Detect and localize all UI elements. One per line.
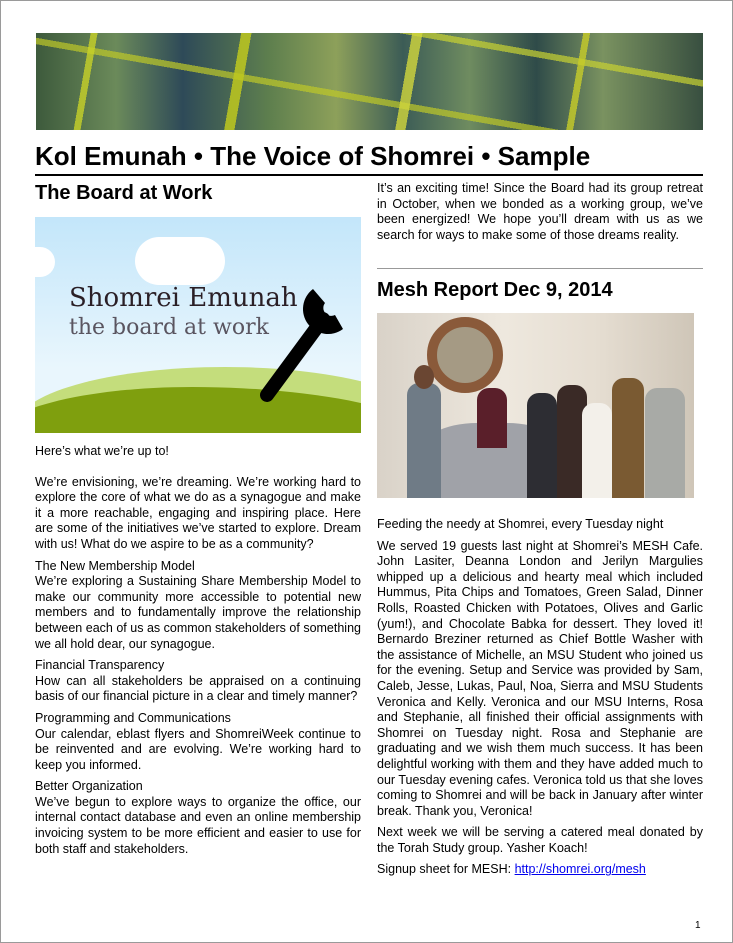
logo-subtext: the board at work	[69, 315, 269, 340]
section-divider	[377, 268, 703, 269]
section-title: The New Membership Model	[35, 558, 195, 573]
section	[35, 711, 361, 773]
section-body: We’ve begun to explore ways to organize the office, our internal contact database and even an online membership invoicing system to be more efficient and easier to use for both staff and stakeholders.	[35, 794, 361, 856]
mesh-report	[377, 517, 703, 884]
section-title: Financial Transparency	[35, 658, 165, 673]
report-paragraph: We served 19 guests last night at Shomrei’s MESH Cafe. John Lasiter, Deanna London and Jerilyn Margulies whipped up a delicious and hearty meal which included Hummus, Pita Chips and Tomatoes, Green Salad, Dinner Rolls, Roasted Chicken with Potatoes, Olives and Garlic (yum!), and Chocolate Babka for dessert. They loved it! Bernardo Breziner returned as Chief Bottle Washer with the assistance of Michelle, an MSU Student who joined us for the evening. Setup and Service was provided by Sam, Caleb, Jesse, Lukas, Paul, Noa, Sierra and MSU Students Veronica and Kelly. Veronica and our MSU Interns, Rosa and Stephanie, all finished their official assignments with Shomrei on Tuesday night. Rosa and Stephanie are graduating and we wish them much success. It has been delightful working with them and they have added much to our Tuesday evening cafes. Veronica told us that she loves coming to Shomrei and will be back in January after winter break. Thank you, Veronica!	[377, 538, 703, 818]
person	[645, 388, 685, 498]
signup-line	[377, 862, 703, 878]
section	[35, 658, 361, 705]
section-title: Better Organization	[35, 779, 143, 794]
section-title: Programming and Communications	[35, 710, 231, 725]
round-mirror	[427, 317, 503, 393]
section	[35, 779, 361, 857]
board-at-work-image	[35, 217, 361, 433]
person	[612, 378, 644, 498]
photo-caption: Feeding the needy at Shomrei, every Tuesday night	[377, 517, 664, 531]
left-column	[35, 444, 361, 863]
logo-text: Shomrei Emunah	[69, 283, 298, 313]
mesh-group-photo	[377, 313, 694, 498]
body-paragraph: We’re envisioning, we’re dreaming. We’re working hard to explore the core of what we do as a synagogue and make it a more reachable, engaging and inspiring place. Here are some of the initiatives we’ve started to explore. Dream with us! What do we aspire to be as a community?	[35, 474, 361, 551]
person	[477, 388, 507, 448]
intro-paragraph: It’s an exciting time! Since the Board had its group retreat in October, when we bonded as a working group, we’ve been energized! We hope you’ll dream with us as we search for ways to make some of those dreams reality.	[377, 181, 703, 242]
banner-image	[36, 33, 703, 130]
wrench-icon	[35, 217, 361, 433]
intro-text: Here’s what we’re up to!	[35, 444, 169, 458]
signup-label: Signup sheet for MESH:	[377, 862, 515, 877]
mesh-heading: Mesh Report Dec 9, 2014	[377, 279, 613, 301]
report-paragraph: Next week we will be serving a catered meal donated by the Torah Study group. Yasher Koach!	[377, 825, 703, 855]
title-divider	[35, 174, 703, 176]
section-body: How can all stakeholders be appraised on a continuing basis of our financial picture in a clear and timely manner?	[35, 673, 361, 704]
page-title: Kol Emunah • The Voice of Shomrei • Sample	[35, 141, 591, 171]
person	[407, 383, 441, 498]
person	[582, 403, 612, 498]
person-head	[414, 365, 434, 389]
signup-link[interactable]: http://shomrei.org/mesh	[514, 862, 646, 877]
right-intro	[377, 181, 703, 249]
person	[527, 393, 557, 498]
section-body: We’re exploring a Sustaining Share Membership Model to make our community more accessible to potential new members and to fundamentally improve the relationship between each of us as common stakeholders of something we all hold dear, our synagogue.	[35, 574, 361, 651]
section-body: Our calendar, eblast flyers and ShomreiWeek continue to be reinvented and are evolving. We’re working hard to keep you informed.	[35, 726, 361, 772]
section	[35, 559, 361, 653]
page-number: 1	[695, 920, 701, 931]
board-heading: The Board at Work	[35, 182, 213, 204]
